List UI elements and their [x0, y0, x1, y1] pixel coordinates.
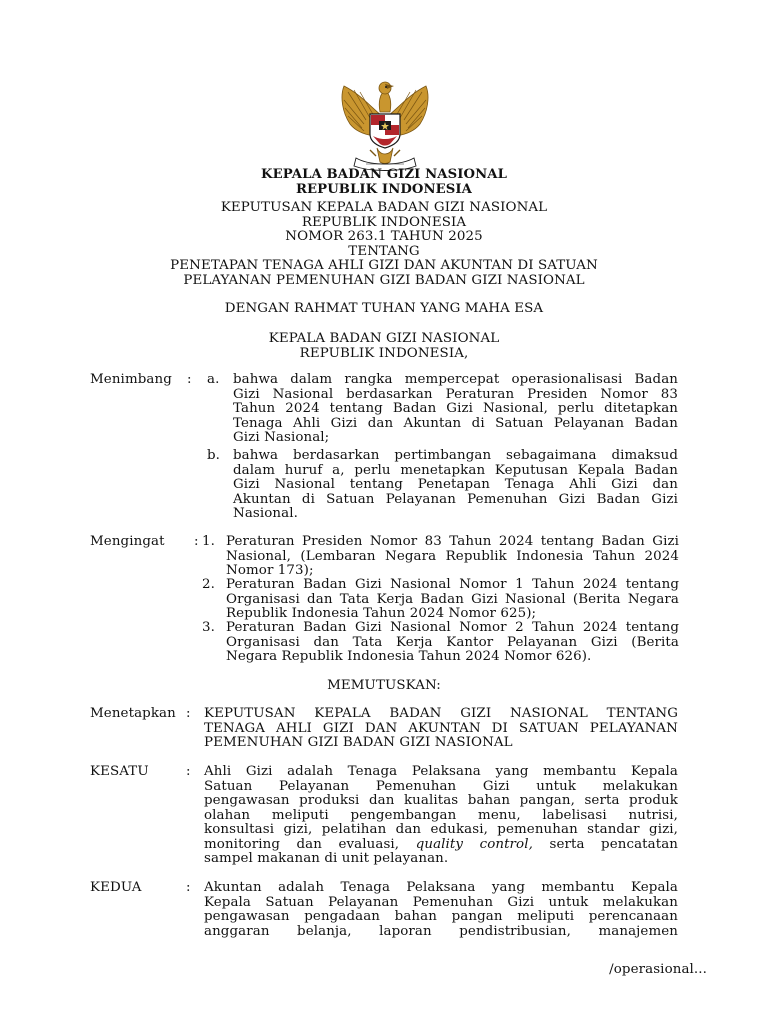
mengingat-item-3: [226, 621, 679, 665]
garuda-emblem-icon: [330, 76, 440, 172]
text-line: Organisasi dan Tata Kerja Kantor Pelayanan Gizi (Berita: [226, 634, 679, 650]
text-line: TENAGA AHLI GIZI DAN AKUNTAN DI SATUAN PELAYANAN: [204, 720, 678, 736]
text-line-mixed: [204, 838, 678, 853]
text-line: Akuntan adalah Tenaga Pelaksana yang membantu Kepala: [204, 880, 678, 895]
text-line: Gizi Nasional;: [233, 430, 330, 446]
text-line: Negara Republik Indonesia Tahun 2024 Nomor 626).: [226, 649, 592, 665]
text-line: Republik Indonesia Tahun 2024 Nomor 625);: [226, 606, 537, 622]
text-line: Tahun 2024 tentang Badan Gizi Nasional, perlu ditetapkan: [233, 401, 678, 417]
decree-subject-line: PENETAPAN TENAGA AHLI GIZI DAN AKUNTAN DI SATUAN: [170, 258, 598, 273]
italic-term: quality control,: [415, 836, 533, 852]
mengingat-item-2: [226, 578, 679, 622]
text-line: Tenaga Ahli Gizi dan Akuntan di Satuan Pelayanan Badan: [233, 415, 678, 431]
decree-title-line: TENTANG: [348, 243, 420, 259]
text-line: Nomor 173);: [226, 563, 314, 579]
section-colon: :: [186, 706, 191, 721]
text-line: olahan meliputi pengembangan menu, labelisasi nutrisi,: [204, 807, 678, 823]
decree-number: NOMOR 263.1 TAHUN 2025: [285, 229, 483, 244]
text-line: PEMENUHAN GIZI BADAN GIZI NASIONAL: [204, 735, 513, 751]
section-colon: :: [186, 764, 191, 779]
text-line: Gizi Nasional tentang Penetapan Tenaga Ahli Gizi dan: [233, 477, 678, 493]
menetapkan-text: [204, 707, 678, 751]
item-marker: b.: [207, 448, 221, 463]
decree-title-line: REPUBLIK INDONESIA: [301, 214, 467, 230]
text-line: Kepala Satuan Pelayanan Pemenuhan Gizi untuk melakukan: [204, 894, 678, 910]
issuer-heading: [0, 168, 768, 197]
text-line: anggaran belanja, laporan pendistribusian, manajemen: [204, 923, 678, 939]
item-marker: 1.: [202, 534, 215, 549]
text-fragment: monitoring dan evaluasi,: [204, 836, 400, 852]
text-line: pengawasan produksi dan kualitas bahan pangan, serta produk: [204, 793, 678, 809]
blessing-line: DENGAN RAHMAT TUHAN YANG MAHA ESA: [224, 301, 544, 316]
kesatu-label: KESATU: [90, 764, 149, 779]
authority-block: [0, 332, 768, 361]
menetapkan-label: Menetapkan: [90, 706, 176, 721]
item-marker: 3.: [202, 620, 215, 635]
text-line: Nasional, (Lembaran Negara Republik Indonesia Tahun 2024: [226, 548, 679, 564]
text-fragment: serta pencatatan: [549, 836, 679, 852]
item-marker: a.: [207, 372, 220, 387]
section-colon: :: [194, 534, 199, 549]
authority-line: KEPALA BADAN GIZI NASIONAL: [268, 331, 500, 346]
decree-subject-line: PELAYANAN PEMENUHAN GIZI BADAN GIZI NASIONAL: [183, 272, 585, 288]
section-colon: :: [187, 372, 192, 387]
mengingat-label: Mengingat: [90, 534, 165, 549]
authority-line: REPUBLIK INDONESIA,: [299, 345, 469, 361]
mengingat-item-1: [226, 535, 679, 579]
section-colon: :: [186, 880, 191, 895]
text-line: pengawasan pengadaan bahan pangan meliputi perencanaan: [204, 909, 678, 925]
kesatu-text: [204, 765, 678, 867]
kedua-text: [204, 881, 678, 939]
text-line: Peraturan Badan Gizi Nasional Nomor 2 Tahun 2024 tentang: [226, 620, 679, 635]
text-line: konsultasi gizi, pelatihan dan edukasi, pemenuhan standar gizi,: [204, 822, 678, 838]
kedua-label: KEDUA: [90, 880, 142, 895]
menimbang-label: Menimbang: [90, 372, 172, 387]
decree-title-line: KEPUTUSAN KEPALA BADAN GIZI NASIONAL: [220, 200, 548, 215]
text-line: Peraturan Badan Gizi Nasional Nomor 1 Tahun 2024 tentang: [226, 577, 679, 592]
issuer-title-line: KEPALA BADAN GIZI NASIONAL: [261, 167, 507, 182]
text-line: KEPUTUSAN KEPALA BADAN GIZI NASIONAL TENTANG: [204, 706, 678, 721]
decree-title-block: [0, 201, 768, 288]
item-marker: 2.: [202, 577, 215, 592]
issuer-title-line: REPUBLIK INDONESIA: [295, 181, 473, 197]
page-continuation: /operasional...: [609, 962, 707, 977]
text-line: bahwa dalam rangka mempercepat operasionalisasi Badan: [233, 372, 678, 387]
text-line: dalam huruf a, perlu menetapkan Keputusan Kepala Badan: [233, 462, 678, 478]
menimbang-item-a: [233, 373, 678, 446]
text-line: Nasional.: [233, 506, 298, 522]
text-line: sampel makanan di unit pelayanan.: [204, 851, 449, 867]
text-line: Gizi Nasional berdasarkan Peraturan Presiden Nomor 83: [233, 386, 678, 402]
text-line: Ahli Gizi adalah Tenaga Pelaksana yang membantu Kepala: [204, 764, 678, 779]
text-line: bahwa berdasarkan pertimbangan sebagaimana dimaksud: [233, 448, 678, 463]
menimbang-item-b: [233, 449, 678, 522]
text-line: Peraturan Presiden Nomor 83 Tahun 2024 tentang Badan Gizi: [226, 534, 679, 549]
text-line: Satuan Pelayanan Pemenuhan Gizi untuk melakukan: [204, 778, 678, 794]
text-line: Organisasi dan Tata Kerja Badan Gizi Nasional (Berita Negara: [226, 591, 679, 607]
memutuskan-heading: MEMUTUSKAN:: [327, 678, 441, 693]
text-line: Akuntan di Satuan Pelayanan Pemenuhan Gizi Badan Gizi: [233, 491, 678, 507]
